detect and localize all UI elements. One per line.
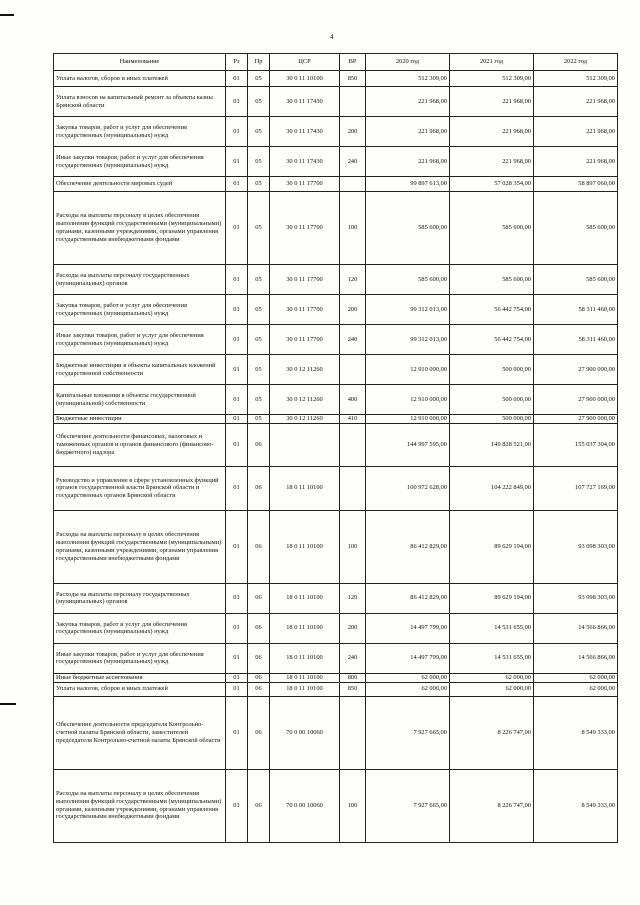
row-2020: 12 910 000,00 (366, 385, 450, 415)
row-name: Обеспечение деятельности финансовых, налоговых и таможенных органов и органов финансового (финансово-бюджетного) надзора (54, 423, 226, 466)
row-vr: 200 (340, 613, 366, 643)
row-2022: 93 098 303,00 (534, 583, 618, 613)
row-name: Иные закупки товаров, работ и услуг для обеспечения государственных (муниципальных) нужд (54, 643, 226, 673)
table-row (54, 385, 618, 415)
table-row (54, 87, 618, 117)
table-row (54, 71, 618, 87)
row-csr: 18 0 11 10100 (270, 466, 340, 510)
row-vr: 850 (340, 682, 366, 696)
row-rz: 01 (226, 265, 248, 295)
row-2022: 93 098 303,00 (534, 510, 618, 583)
row-name: Закупка товаров, работ и услуг для обеспечения государственных (муниципальных) нужд (54, 613, 226, 643)
col-header-2020: 2020 год (366, 54, 450, 71)
row-rz: 01 (226, 613, 248, 643)
row-vr: 240 (340, 643, 366, 673)
row-2021: 585 600,00 (450, 192, 534, 265)
row-vr: 400 (340, 385, 366, 415)
row-vr: 240 (340, 147, 366, 177)
table-row (54, 510, 618, 583)
table-row (54, 769, 618, 842)
row-csr: 30 0 12 11260 (270, 385, 340, 415)
row-2022: 221 968,00 (534, 87, 618, 117)
row-2020: 221 968,00 (366, 117, 450, 147)
row-name: Закупка товаров, работ и услуг для обеспечения государственных (муниципальных) нужд (54, 117, 226, 147)
row-2020: 512 309,00 (366, 71, 450, 87)
row-2021: 104 222 849,00 (450, 466, 534, 510)
row-rz: 01 (226, 466, 248, 510)
row-2022: 27 900 000,00 (534, 355, 618, 385)
table-row (54, 643, 618, 673)
row-name: Уплата налогов, сборов и иных платежей (54, 71, 226, 87)
row-csr: 30 0 12 11260 (270, 415, 340, 424)
row-pr: 05 (248, 117, 270, 147)
row-2021: 56 442 754,00 (450, 295, 534, 325)
row-csr: 18 0 11 10100 (270, 682, 340, 696)
row-csr: 30 0 11 17430 (270, 117, 340, 147)
row-csr (270, 423, 340, 466)
row-2021: 221 968,00 (450, 87, 534, 117)
row-2022: 14 566 866,00 (534, 643, 618, 673)
row-csr: 30 0 11 17700 (270, 325, 340, 355)
table-row (54, 682, 618, 696)
row-2022: 585 600,00 (534, 192, 618, 265)
row-rz: 01 (226, 147, 248, 177)
row-2021: 500 000,00 (450, 355, 534, 385)
row-2022: 107 727 169,00 (534, 466, 618, 510)
col-header-name: Наименование (54, 54, 226, 71)
row-rz: 01 (226, 682, 248, 696)
row-csr: 18 0 11 10100 (270, 613, 340, 643)
row-csr: 70 0 00 10060 (270, 696, 340, 769)
row-2022: 221 968,00 (534, 117, 618, 147)
table-row (54, 466, 618, 510)
row-name: Капитальные вложения в объекты государственной (муниципальной) собственности (54, 385, 226, 415)
table-row (54, 696, 618, 769)
row-2022: 62 000,00 (534, 682, 618, 696)
scan-mark-top (0, 14, 14, 16)
row-vr: 100 (340, 510, 366, 583)
row-csr: 30 0 11 17430 (270, 87, 340, 117)
table-row (54, 295, 618, 325)
row-vr (340, 696, 366, 769)
row-name: Расходы на выплаты персоналу государственных (муниципальных) органов (54, 583, 226, 613)
row-2021: 221 968,00 (450, 117, 534, 147)
table-row (54, 355, 618, 385)
table-row (54, 613, 618, 643)
row-2021: 62 000,00 (450, 682, 534, 696)
row-2022: 58 311 460,00 (534, 325, 618, 355)
row-2021: 512 309,00 (450, 71, 534, 87)
row-rz: 01 (226, 583, 248, 613)
row-2020: 12 910 000,00 (366, 415, 450, 424)
row-csr: 30 0 11 17430 (270, 147, 340, 177)
row-2021: 149 828 521,00 (450, 423, 534, 466)
row-rz: 01 (226, 510, 248, 583)
col-header-2021: 2021 год (450, 54, 534, 71)
row-2022: 58 897 060,00 (534, 177, 618, 192)
row-2020: 14 497 799,00 (366, 643, 450, 673)
row-2020: 12 910 000,00 (366, 355, 450, 385)
page-number: 4 (330, 33, 334, 41)
row-rz: 01 (226, 87, 248, 117)
row-vr: 100 (340, 192, 366, 265)
row-name: Бюджетные инвестиции в объекты капитальных вложений государственной собственности (54, 355, 226, 385)
table-row (54, 265, 618, 295)
row-2021: 89 629 194,00 (450, 583, 534, 613)
row-pr: 05 (248, 415, 270, 424)
row-2021: 14 531 655,00 (450, 613, 534, 643)
row-2021: 62 000,00 (450, 673, 534, 682)
row-2022: 155 037 304,00 (534, 423, 618, 466)
row-pr: 05 (248, 192, 270, 265)
row-rz: 01 (226, 696, 248, 769)
row-name: Уплата взносов на капитальный ремонт за объекты казны Брянской области (54, 87, 226, 117)
table-row (54, 192, 618, 265)
row-vr: 240 (340, 325, 366, 355)
row-2022: 585 600,00 (534, 265, 618, 295)
row-2021: 56 442 754,00 (450, 325, 534, 355)
row-vr: 120 (340, 265, 366, 295)
row-2020: 99 312 013,00 (366, 295, 450, 325)
row-csr: 30 0 11 17700 (270, 265, 340, 295)
row-rz: 01 (226, 769, 248, 842)
col-header-csr: ЦСР (270, 54, 340, 71)
row-csr: 18 0 11 10100 (270, 643, 340, 673)
row-vr: 120 (340, 583, 366, 613)
row-2021: 57 028 354,00 (450, 177, 534, 192)
row-csr: 30 0 11 17700 (270, 192, 340, 265)
row-rz: 01 (226, 423, 248, 466)
table-row (54, 673, 618, 682)
row-vr: 410 (340, 415, 366, 424)
row-2020: 585 600,00 (366, 265, 450, 295)
row-pr: 05 (248, 71, 270, 87)
row-2020: 14 497 799,00 (366, 613, 450, 643)
row-pr: 06 (248, 466, 270, 510)
row-vr (340, 177, 366, 192)
row-pr: 05 (248, 355, 270, 385)
col-header-vr: ВР (340, 54, 366, 71)
row-vr: 200 (340, 117, 366, 147)
row-name: Закупка товаров, работ и услуг для обеспечения государственных (муниципальных) нужд (54, 295, 226, 325)
row-2020: 86 412 829,00 (366, 583, 450, 613)
row-name: Руководство и управление в сфере установленных функций органов государственной власти Брянской области и государственных органов Брянской области (54, 466, 226, 510)
row-2021: 8 226 747,00 (450, 769, 534, 842)
row-pr: 06 (248, 613, 270, 643)
row-name: Иные закупки товаров, работ и услуг для обеспечения государственных (муниципальных) нужд (54, 147, 226, 177)
row-2022: 221 968,00 (534, 147, 618, 177)
row-2021: 89 629 194,00 (450, 510, 534, 583)
row-pr: 06 (248, 682, 270, 696)
row-2021: 500 000,00 (450, 385, 534, 415)
row-pr: 05 (248, 87, 270, 117)
row-pr: 06 (248, 583, 270, 613)
row-2021: 14 531 655,00 (450, 643, 534, 673)
row-2022: 512 309,00 (534, 71, 618, 87)
row-rz: 01 (226, 385, 248, 415)
table-row (54, 117, 618, 147)
row-2020: 86 412 829,00 (366, 510, 450, 583)
row-2021: 585 600,00 (450, 265, 534, 295)
row-vr: 200 (340, 295, 366, 325)
row-csr: 18 0 11 10100 (270, 673, 340, 682)
row-2022: 8 549 333,00 (534, 769, 618, 842)
row-pr: 06 (248, 643, 270, 673)
col-header-2022: 2022 год (534, 54, 618, 71)
table-header-row (54, 54, 618, 71)
row-vr: 800 (340, 673, 366, 682)
row-2020: 7 927 665,00 (366, 769, 450, 842)
row-2022: 58 311 460,00 (534, 295, 618, 325)
row-vr (340, 355, 366, 385)
row-csr: 30 0 11 17700 (270, 295, 340, 325)
row-2022: 14 566 866,00 (534, 613, 618, 643)
row-name: Расходы на выплаты персоналу в целях обеспечения выполнения функций государственными (муниципальными) органами, казенными учреждениями, органами управления государственными внебюджетными фондами (54, 769, 226, 842)
row-vr (340, 87, 366, 117)
row-2020: 100 972 628,00 (366, 466, 450, 510)
row-pr: 06 (248, 769, 270, 842)
row-csr: 18 0 11 10100 (270, 510, 340, 583)
row-pr: 05 (248, 385, 270, 415)
row-rz: 01 (226, 673, 248, 682)
row-pr: 05 (248, 325, 270, 355)
row-2020: 7 927 665,00 (366, 696, 450, 769)
row-csr: 30 0 12 11260 (270, 355, 340, 385)
row-pr: 06 (248, 510, 270, 583)
table-row (54, 415, 618, 424)
row-name: Расходы на выплаты персоналу в целях обеспечения выполнения функций государственными (муниципальными) органами, казенными учреждениями, органами управления государственными внебюджетными фондами (54, 510, 226, 583)
row-pr: 06 (248, 696, 270, 769)
row-rz: 01 (226, 192, 248, 265)
row-name: Уплата налогов, сборов и иных платежей (54, 682, 226, 696)
scan-mark-middle (0, 703, 16, 705)
row-pr: 05 (248, 147, 270, 177)
row-2021: 500 000,00 (450, 415, 534, 424)
row-2020: 585 600,00 (366, 192, 450, 265)
row-2021: 221 968,00 (450, 147, 534, 177)
row-2020: 99 897 613,00 (366, 177, 450, 192)
row-rz: 01 (226, 71, 248, 87)
budget-table (53, 53, 618, 843)
row-name: Расходы на выплаты персоналу в целях обеспечения выполнения функций государственными (муниципальными) органами, казенными учреждениями, органами управления государственными внебюджетными фондами (54, 192, 226, 265)
row-2022: 27 900 000,00 (534, 385, 618, 415)
row-name: Обеспечение деятельности председателя Контрольно-счетной палаты Брянской области, заместителей председателя Контрольно-счетной палаты Брянской области (54, 696, 226, 769)
table-row (54, 583, 618, 613)
row-2020: 62 000,00 (366, 673, 450, 682)
row-rz: 01 (226, 295, 248, 325)
row-rz: 01 (226, 117, 248, 147)
row-csr: 70 0 00 10060 (270, 769, 340, 842)
row-pr: 06 (248, 423, 270, 466)
row-2022: 27 900 000,00 (534, 415, 618, 424)
row-2020: 221 968,00 (366, 87, 450, 117)
table-row (54, 147, 618, 177)
row-2022: 8 549 333,00 (534, 696, 618, 769)
row-vr: 850 (340, 71, 366, 87)
row-name: Обеспечение деятельности мировых судей (54, 177, 226, 192)
row-name: Бюджетные инвестиции (54, 415, 226, 424)
col-header-pr: Пр (248, 54, 270, 71)
row-csr: 18 0 11 10100 (270, 583, 340, 613)
row-name: Расходы на выплаты персоналу государственных (муниципальных) органов (54, 265, 226, 295)
col-header-rz: Рз (226, 54, 248, 71)
row-2020: 144 997 595,00 (366, 423, 450, 466)
row-2022: 62 000,00 (534, 673, 618, 682)
row-rz: 01 (226, 643, 248, 673)
row-pr: 06 (248, 673, 270, 682)
table-row (54, 177, 618, 192)
row-vr (340, 423, 366, 466)
row-name: Иные бюджетные ассигнования (54, 673, 226, 682)
row-vr: 100 (340, 769, 366, 842)
row-pr: 05 (248, 265, 270, 295)
row-2020: 221 968,00 (366, 147, 450, 177)
row-pr: 05 (248, 177, 270, 192)
row-name: Иные закупки товаров, работ и услуг для обеспечения государственных (муниципальных) нужд (54, 325, 226, 355)
row-csr: 30 0 11 10100 (270, 71, 340, 87)
table-row (54, 423, 618, 466)
row-2021: 8 226 747,00 (450, 696, 534, 769)
row-pr: 05 (248, 295, 270, 325)
row-2020: 62 000,00 (366, 682, 450, 696)
table-row (54, 325, 618, 355)
row-rz: 01 (226, 177, 248, 192)
row-rz: 01 (226, 355, 248, 385)
row-rz: 01 (226, 415, 248, 424)
row-csr: 30 0 11 17700 (270, 177, 340, 192)
row-2020: 99 312 013,00 (366, 325, 450, 355)
row-rz: 01 (226, 325, 248, 355)
row-vr (340, 466, 366, 510)
